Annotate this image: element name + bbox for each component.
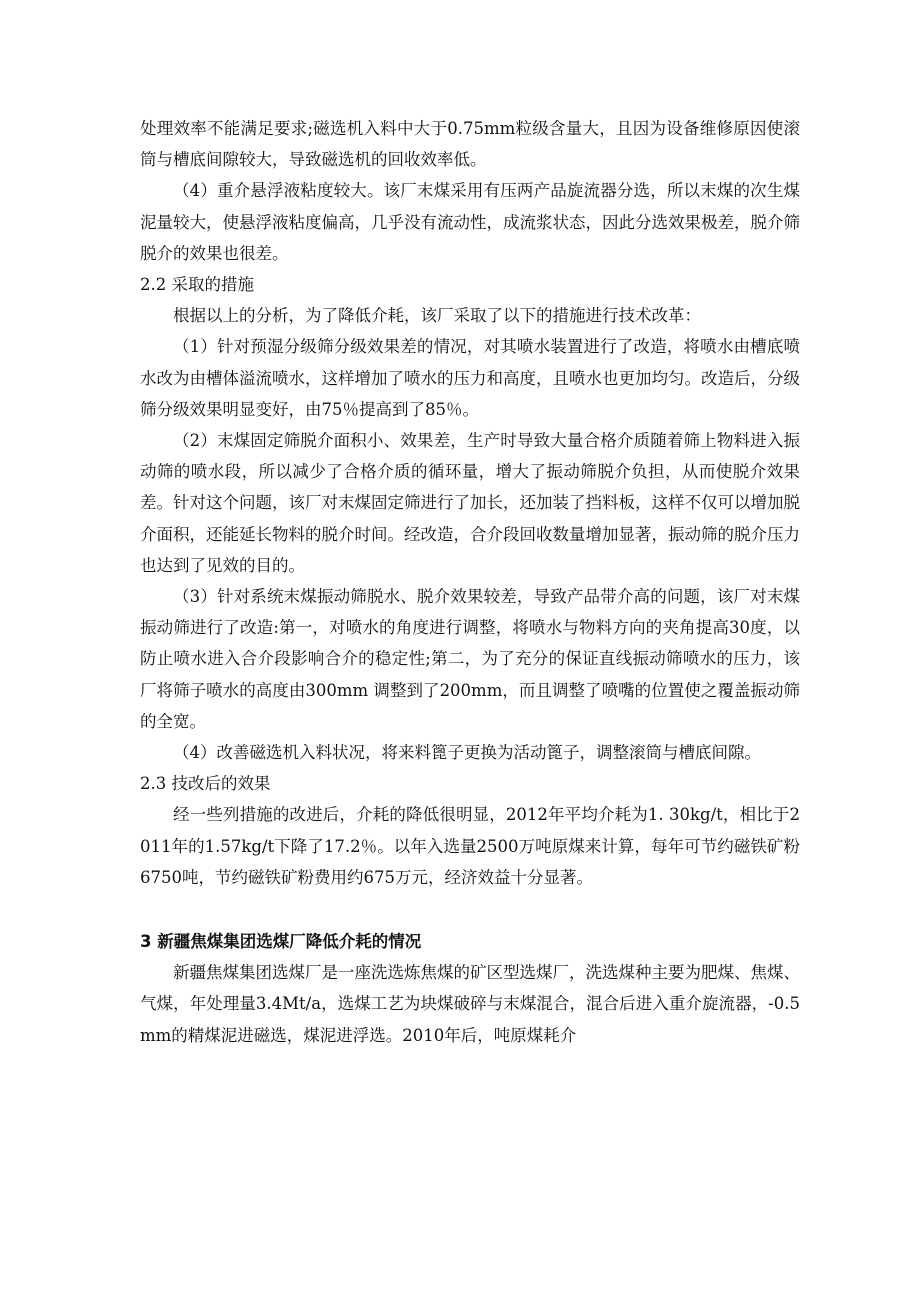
- paragraph-measure-4: （4）改善磁选机入料状况，将来料篦子更换为活动篦子，调整滚筒与槽底间隙。: [173, 743, 761, 763]
- paragraph-measure-3: （3）针对系统末煤振动筛脱水、脱介效果较差，导致产品带介高的问题，该厂对末煤振动筛进行了改造:第一，对喷水的角度进行调整，将喷水与物料方向的夹角提高30度，以防止喷水进入合介段影响合介的稳定性;第二，为了充分的保证直线振动筛喷水的压力，该厂将筛子喷水的高度由300mm 调整到了200mm，而且调整了喷嘴的位置使之覆盖振动筛的全宽。: [140, 587, 800, 731]
- paragraph-xinjiang-plant: 新疆焦煤集团选煤厂是一座洗选炼焦煤的矿区型选煤厂，洗选煤种主要为肥煤、焦煤、气煤，年处理量3.4Mt/a，选煤工艺为块煤破碎与末煤混合，混合后进入重介旋流器，-0.5mm的精煤泥进磁选，煤泥进浮选。2010年后，吨原煤耗介: [140, 963, 800, 1045]
- paragraph-measure-2: （2）末煤固定筛脱介面积小、效果差，生产时导致大量合格介质随着筛上物料进入振动筛的喷水段，所以减少了合格介质的循环量，增大了振动筛脱介负担，从而使脱介效果差。针对这个问题，该厂对末煤固定筛进行了加长，还加装了挡料板，这样不仅可以增加脱介面积，还能延长物料的脱介时间。经改造，合介段回收数量增加显著，振动筛的脱介压力也达到了见效的目的。: [140, 431, 800, 575]
- section-heading-3: 3 新疆焦煤集团选煤厂降低介耗的情况: [140, 932, 422, 952]
- paragraph-measure-1: （1）针对预湿分级筛分级效果差的情况，对其喷水装置进行了改造，将喷水由槽底喷水改为由槽体溢流喷水，这样增加了喷水的压力和高度，且喷水也更加均匀。改造后，分级筛分级效果明显变好，由75％提高到了85％。: [140, 337, 800, 419]
- section-spacer: [140, 893, 800, 926]
- paragraph-measures-intro: 根据以上的分析，为了降低介耗，该厂采取了以下的措施进行技术改革：: [173, 306, 701, 326]
- section-heading-2-3: 2.3 技改后的效果: [140, 774, 271, 794]
- paragraph-results: 经一些列措施的改进后，介耗的降低很明显，2012年平均介耗为1. 30kg/t，相比于2011年的1.57kg/t下降了17.2％。以年入选量2500万吨原煤来计算，每年可节约磁铁矿粉6750吨，节约磁铁矿粉费用约675万元，经济效益十分显著。: [140, 805, 800, 887]
- section-heading-2-2: 2.2 采取的措施: [140, 275, 254, 295]
- paragraph-viscosity: （4）重介悬浮液粘度较大。该厂末煤采用有压两产品旋流器分选，所以末煤的次生煤泥量较大，使悬浮液粘度偏高，几乎没有流动性，成流浆状态，因此分选效果极差，脱介筛脱介的效果也很差。: [140, 181, 800, 263]
- paragraph-continuation: 处理效率不能满足要求;磁选机入料中大于0.75mm粒级含量大，且因为设备维修原因使滚筒与槽底间隙较大，导致磁选机的回收效率低。: [140, 119, 800, 170]
- document-body: [140, 113, 800, 1051]
